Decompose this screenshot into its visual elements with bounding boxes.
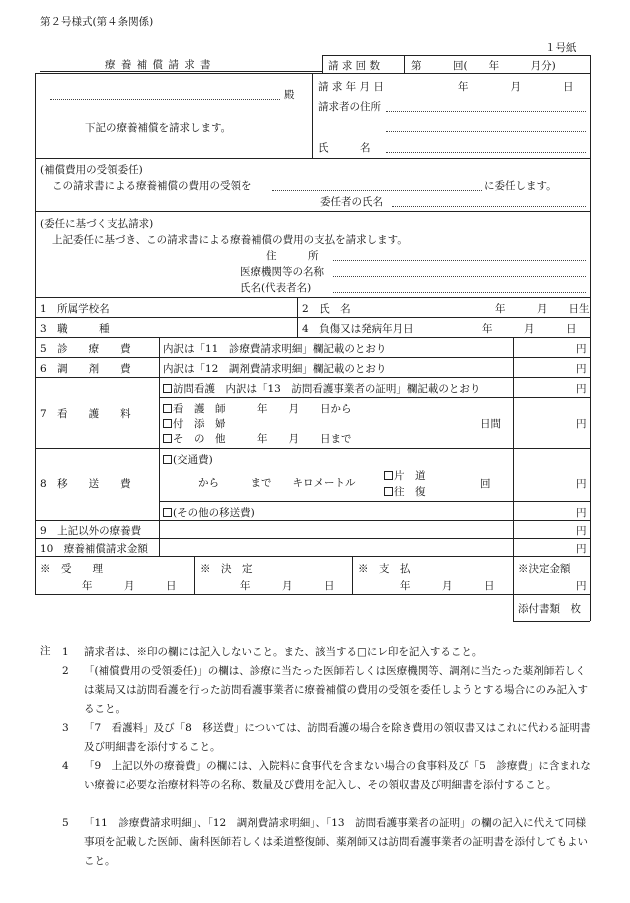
count-box-divider bbox=[404, 55, 405, 73]
transport-travel-yen: 円 bbox=[576, 478, 587, 490]
office-divider-3 bbox=[513, 556, 514, 621]
round-trip-option[interactable] bbox=[384, 484, 426, 499]
institution-name-label: 医療機関等の名称 bbox=[240, 266, 324, 278]
medical-fee-detail: 内訳は「11 診療費請求明細」欄記載のとおり bbox=[163, 343, 387, 355]
divider-row8b bbox=[159, 501, 590, 502]
label-column-divider bbox=[159, 337, 160, 556]
divider-row10 bbox=[35, 538, 590, 539]
checkbox-icon[interactable] bbox=[163, 384, 172, 393]
divider-row3 bbox=[35, 317, 590, 318]
other-text: そ の 他 年 月 日まで bbox=[173, 433, 352, 445]
payment-label: ※ 支 払 bbox=[358, 563, 411, 575]
form-number: 第２号様式(第４条関係) bbox=[40, 16, 154, 28]
requester-name-line bbox=[386, 152, 586, 153]
divider-row7 bbox=[35, 377, 590, 378]
injury-date-value: 年 月 日 bbox=[482, 323, 577, 335]
decision-date: 年 月 日 bbox=[240, 580, 335, 592]
amount-column-divider bbox=[513, 337, 514, 556]
delegator-name-label: 委任者の氏名 bbox=[320, 196, 383, 208]
nursing-days: 日間 bbox=[480, 418, 501, 430]
transport-travel-option[interactable] bbox=[163, 452, 213, 467]
institution-name-line bbox=[333, 276, 586, 277]
note-text: 「9 上記以外の療養費」の欄には、入院料に食事代を含まない場合の食事料及び「5 診療費」に含まれない療養に必要な治療材料等の名称、数量及び費用を記入し、その領収書及び明細書を添付すること。 bbox=[84, 760, 591, 791]
delegation-text: この請求書による療養補償の費用の受領を bbox=[52, 180, 252, 192]
one-way-option[interactable] bbox=[384, 468, 426, 483]
representative-label: 氏名(代表者名) bbox=[240, 282, 312, 294]
representative-line bbox=[333, 292, 586, 293]
receipt-label: ※ 受 理 bbox=[40, 563, 103, 575]
table-left bbox=[35, 73, 36, 594]
nursing-visit-text: 訪問看護 内訳は「13 訪問看護事業者の証明」欄記載のとおり bbox=[173, 383, 481, 395]
birth-date: 年 月 日生 bbox=[495, 303, 590, 315]
request-count-value: 第 回( 年 月分) bbox=[411, 60, 556, 72]
request-divider bbox=[312, 73, 313, 158]
request-count-label: 請 求 回 数 bbox=[328, 60, 381, 72]
total-claim-yen: 円 bbox=[576, 543, 587, 555]
transport-other-yen: 円 bbox=[576, 507, 587, 519]
transport-fee-label: 8 移 送 費 bbox=[40, 478, 131, 490]
payment-text: 上記委任に基づき、この請求書による療養補償の費用の支払を請求します。 bbox=[52, 234, 408, 246]
table-right bbox=[590, 73, 591, 621]
decision-label: ※ 決 定 bbox=[200, 563, 253, 575]
job-label: 3 職 種 bbox=[40, 323, 110, 335]
request-statement: 下記の療養補償を請求します。 bbox=[85, 122, 232, 134]
form-title: 療 養 補 償 請 求 書 bbox=[105, 59, 212, 71]
nursing-visit-yen: 円 bbox=[576, 383, 587, 395]
checkbox-icon[interactable] bbox=[163, 508, 172, 517]
institution-address-line bbox=[333, 260, 586, 261]
attachment-count: 添付書類 枚 bbox=[518, 603, 581, 615]
checkbox-icon[interactable] bbox=[163, 404, 172, 413]
school-label: 1 所属学校名 bbox=[40, 303, 110, 315]
checkbox-icon[interactable] bbox=[384, 487, 393, 496]
office-divider-1 bbox=[194, 556, 195, 594]
total-claim-label: 10 療養補償請求金額 bbox=[40, 543, 148, 555]
medical-fee-yen: 円 bbox=[576, 343, 587, 355]
request-date-value: 年 月 日 bbox=[458, 81, 574, 93]
decided-amount-yen: 円 bbox=[576, 580, 587, 592]
attendant-text: 付 添 婦 bbox=[173, 418, 226, 430]
note-number: 5 bbox=[62, 817, 69, 829]
note-text: 「(補償費用の受領委任)」の欄は、診療に当たった医師若しくは医療機関等、調剤に当たった薬剤師若しくは薬局又は訪問看護を行った訪問看護事業者に療養補償の費用の受領を委任しようとする場合にのみ記入すること。 bbox=[84, 665, 588, 715]
divider-row1 bbox=[35, 297, 590, 298]
count-box-right bbox=[590, 55, 591, 73]
divider-office bbox=[35, 556, 590, 557]
delegate-line bbox=[272, 190, 482, 191]
other-option[interactable] bbox=[163, 431, 352, 446]
note-4 bbox=[40, 757, 595, 814]
payment-date: 年 月 日 bbox=[400, 580, 495, 592]
divider-row6 bbox=[35, 357, 590, 358]
title-underline bbox=[40, 71, 322, 72]
divider-row5 bbox=[35, 337, 590, 338]
divider-row8 bbox=[35, 448, 590, 449]
note-number: 2 bbox=[62, 665, 69, 677]
nursing-visit-option[interactable] bbox=[163, 381, 480, 396]
address-line-2 bbox=[386, 131, 586, 132]
injury-date-label: 4 負傷又は発病年月日 bbox=[302, 323, 414, 335]
note-text: 「11 診療費請求明細」、「12 調剤費請求明細」、「13 訪問看護事業者の証明」の欄の記入に代えて同様事項を記載した医師、歯科医師若しくは柔道整復師、薬剤師又は訪問看護事業者の証明書を添付してもよいこと。 bbox=[84, 817, 588, 867]
nurse-option[interactable] bbox=[163, 401, 352, 416]
count-box-top bbox=[322, 55, 590, 56]
note-text: 「7 看護料」及び「8 移送費」については、訪問看護の場合を除き費用の領収書又はこれに代わる証明書及び明細書を添付すること。 bbox=[84, 722, 591, 753]
decided-amount-label: ※決定金額 bbox=[518, 563, 571, 575]
pharmacy-fee-detail: 内訳は「12 調剤費請求明細」欄記載のとおり bbox=[163, 363, 387, 375]
addressee-line bbox=[50, 99, 280, 100]
transport-other-text: (その他の移送費) bbox=[173, 507, 255, 519]
request-date-label: 請 求 年 月 日 bbox=[318, 81, 384, 93]
pharmacy-fee-yen: 円 bbox=[576, 363, 587, 375]
one-way-text: 片 道 bbox=[394, 470, 426, 482]
note-3 bbox=[40, 719, 595, 757]
attachment-bottom bbox=[513, 621, 590, 622]
trip-count: 回 bbox=[480, 478, 491, 490]
note-number: 4 bbox=[62, 760, 69, 772]
office-divider-2 bbox=[352, 556, 353, 594]
note-5 bbox=[40, 814, 595, 871]
checkbox-icon[interactable] bbox=[163, 419, 172, 428]
count-box-left bbox=[322, 55, 323, 73]
note-2 bbox=[40, 662, 595, 719]
nursing-fee-label: 7 看 護 料 bbox=[40, 408, 131, 420]
notes-prefix: 注 bbox=[40, 645, 51, 657]
note-text: 請求者は、※印の欄には記入しないこと。また、該当する□にレ印を記入すること。 bbox=[84, 646, 483, 658]
receipt-date: 年 月 日 bbox=[82, 580, 177, 592]
divider-delegation bbox=[35, 158, 590, 159]
divider-payment bbox=[35, 211, 590, 212]
divider-row7b bbox=[159, 397, 590, 398]
address-line-1 bbox=[386, 111, 586, 112]
nurse-text: 看 護 師 年 月 日から bbox=[173, 403, 352, 415]
attendant-option[interactable] bbox=[163, 416, 226, 431]
other-medical-fee-label: 9 上記以外の療養費 bbox=[40, 525, 142, 537]
checkbox-icon[interactable] bbox=[163, 434, 172, 443]
requester-address-label: 請求者の住所 bbox=[318, 101, 381, 113]
transport-route: から まで キロメートル bbox=[198, 477, 356, 489]
name2-label: 2 氏 名 bbox=[302, 303, 351, 315]
transport-travel-text: (交通費) bbox=[173, 454, 213, 466]
note-number: 1 bbox=[62, 646, 69, 658]
addressee-suffix: 殿 bbox=[284, 89, 295, 101]
note-1 bbox=[40, 643, 595, 663]
delegation-heading: (補償費用の受領委任) bbox=[40, 164, 143, 176]
round-trip-text: 往 復 bbox=[394, 486, 426, 498]
nursing-other-yen: 円 bbox=[576, 418, 587, 430]
pharmacy-fee-label: 6 調 剤 費 bbox=[40, 363, 131, 375]
other-medical-fee-yen: 円 bbox=[576, 525, 587, 537]
requester-name-label: 氏 名 bbox=[318, 142, 371, 154]
medical-fee-label: 5 診 療 費 bbox=[40, 343, 131, 355]
note-number: 3 bbox=[62, 722, 69, 734]
payment-heading: (委任に基づく支払請求) bbox=[40, 218, 154, 230]
checkbox-icon[interactable] bbox=[163, 455, 172, 464]
divider-row9 bbox=[35, 520, 590, 521]
divider-attachment bbox=[35, 594, 590, 595]
sheet-number: １号紙 bbox=[545, 42, 577, 54]
delegator-name-line bbox=[392, 206, 586, 207]
transport-other-option[interactable] bbox=[163, 505, 255, 520]
delegation-text-after: に委任します。 bbox=[484, 180, 557, 192]
checkbox-icon[interactable] bbox=[384, 471, 393, 480]
institution-address-label: 住 所 bbox=[266, 250, 319, 262]
